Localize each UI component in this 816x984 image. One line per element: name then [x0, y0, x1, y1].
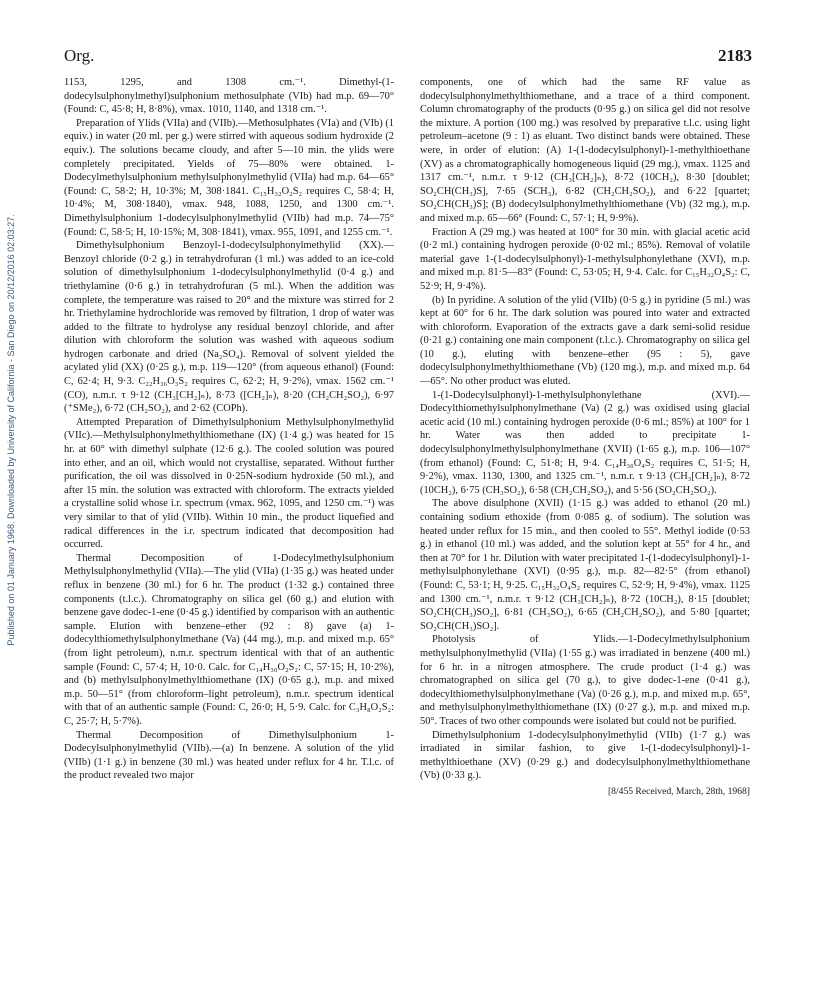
paragraph: components, one of which had the same RF value as dodecylsulphonylmethylthiomethane, and a trace of a third component. Column chromatography of the products (0·95 g.) on silica gel did not resolve the mixture. A portion (100 mg.) was resolved by preparative t.l.c. using light petroleum–acetone (9 : 1) as eluant. Two distinct bands were obtained. These were, in order of elution: (A) 1-(1-dodecylsulphonyl)-1-methylthioethane (XV) as a chromatographically homogeneous liquid (29 mg.), νmax. 1125 and 1317 cm.⁻¹, n.m.r. τ 9·12 (CH₃[CH₂]ₙ), 8·72 (10CH₂), 8·30 [doublet; SO₂CH(CH₃)S], 7·65 (SCH₃), 6·82 (CH₂CH₂SO₂), and 6·22 [quartet; SO₂CH(CH₃)S]; (B) dodecylsulphonylmethylthiomethane (Vb) (32 mg.), m.p. and mixed m.p. 65—66° (Found: C, 57·1; H, 9·9%).: [420, 77, 750, 224]
paragraph: The above disulphone (XVII) (1·15 g.) was added to ethanol (20 ml.) containing sodium ethoxide (from 0·085 g. of sodium). The solution was heated under reflux for 15 min., and then cooled to 55°. Methyl iodide (0·53 g.) in ethanol (10 ml.) was added, and the solution kept at 55° for 4 hr., and then at 70° for 1 hr. Dilution with water precipitated 1-(1-dodecylsulphonyl)-1-methylsulphonylethane (XVI) (0·95 g.), m.p. 82—82·5° (from ethanol) (Found: C, 53·1; H, 9·25. C₁₅H₃₂O₄S₂ requires C, 52·9; H, 9·4%), νmax. 1125 and 1300 cm.⁻¹, n.m.r. τ 9·12 (CH₃[CH₂]ₙ), 8·72 (10CH₂), 8·15 [doublet; SO₂CH(CH₃)SO₂], 6·81 (CH₃SO₂), 6·65 (CH₂CH₂SO₂), and 5·80 [quartet; SO₂CH(CH₃)SO₂].: [420, 498, 750, 632]
paragraph: (b) In pyridine. A solution of the ylid (VIIb) (0·5 g.) in pyridine (5 ml.) was kept at 60° for 6 hr. The dark solution was poured into water and extracted with chloroform. Evaporation of the extracts gave a dark semi-solid residue (0·21 g.) containing one main component (t.l.c.). Chromatography on silica gel (10 g.), eluting with benzene–ether (95 : 5), gave dodecylsulphonylmethylthiomethane (Vb) (120 mg.), m.p. and mixed m.p. 64—65°. No other product was eluted.: [420, 294, 750, 388]
paragraph: Thermal Decomposition of Dimethylsulphonium 1-Dodecylsulphonylmethylid (VIIb).—(a) In benzene. A solution of the ylid (VIIb) (1·1 g.) in benzene (30 ml.) was heated under reflux for 4 hr. T.l.c. of the product revealed two major: [64, 729, 394, 782]
paragraph: Preparation of Ylids (VIIa) and (VIIb).—Methosulphates (VIa) and (VIb) (1 equiv.) in water (20 ml. per g.) were stirred with aqueous sodium hydroxide (2 equiv.). The solutions became cloudy, and after 5—10 min. the ylids were completely precipitated. Yields of 75—80% were obtained. 1-Dodecylmethylsulphonium methylsulphonylmethylid (VIIa) had m.p. 64—65° (Found: C, 58·2; H, 10·3%; M, 308·1841. C₁₅H₃₂O₂S₂ requires C, 58·4; H, 10·4%; M, 308·1840), νmax. 948, 1088, 1250, and 1300 cm.⁻¹. Dimethylsulphonium 1-dodecylsulphonylmethylid (VIIb) had m.p. 74—75° (Found: C, 58·5; H, 10·15%; M, 308·1841), νmax. 955, 1091, and 1255 cm.⁻¹.: [64, 117, 394, 238]
left-column: [64, 76, 394, 783]
paragraph: Attempted Preparation of Dimethylsulphonium Methylsulphonylmethylid (VIIc).—Methylsulphonylmethylthiomethane (IX) (1·4 g.) was heated for 15 hr. at 60° with dimethyl sulphate (12·6 g.). The cooled solution was poured into ether, and an oil, which would not crystallise, separated. Without further purification, the oil was dissolved in 0·25N-sodium hydroxide (50 ml.), and after 15 min. the solution was extracted with chloroform. The extracts yielded a crystalline solid whose i.r. spectrum (νmax. 962, 1095, and 1250 cm.⁻¹) was very similar to that of ylid (VIIb). Within 10 min., the product liquefied and radical differences in the i.r. spectrum indicated that decomposition had occurred.: [64, 416, 394, 551]
download-watermark: [4, 130, 18, 730]
paragraph: Thermal Decomposition of 1-Dodecylmethylsulphonium Methylsulphonylmethylid (VIIa).—The ylid (VIIa) (1·35 g.) was heated under reflux in benzene (30 ml.) for 6 hr. The product (1·32 g.) contained three components (t.l.c.). Chromatography on silica gel (60 g.) and elution with benzene gave dodec-1-ene (0·45 g.) identified by comparison with an authentic sample. Elution with benzene–ether (92 : 8) gave (a) 1-dodecylthiomethylsulphonylmethane (Va) (44 mg.), m.p. and mixed m.p. 65° (from light petroleum), n.m.r. spectrum identical with that of an authentic sample (Found: C, 57·4; H, 10·0. Calc. for C₁₄H₃₀O₂S₂: C, 57·15; H, 10·2%), and (b) methylsulphonylmethylthiomethane (IX) (0·65 g.), m.p. and mixed m.p. 50—51° (from chloroform–light petroleum), n.m.r. spectrum identical with that of an authentic sample (Found: C, 26·0; H, 5·9. Calc. for C₃H₈O₂S₂: C, 25·7; H, 5·7%).: [64, 552, 394, 727]
paragraph: Photolysis of Ylids.—1-Dodecylmethylsulphonium methylsulphonylmethylid (VIIa) (1·55 g.) was irradiated in benzene (400 ml.) for 6 hr. in a nitrogen atmosphere. The crude product (1·4 g.) was chromatographed on silica gel (70 g.), to give dodec-1-ene (0·41 g.), dodecylthiomethylsulphonylmethane (Va) (0·26 g.), m.p. and mixed m.p. 65°, and methylsulphonylmethylthiomethane (IX) (0·27 g.), m.p. and mixed m.p. 50°. Traces of two other compounds were isolated but could not be purified.: [420, 634, 750, 727]
paragraph: 1-(1-Dodecylsulphonyl)-1-methylsulphonylethane (XVI).—Dodecylthiomethylsulphonylmethane (Va) (2 g.) was oxidised using glacial acetic acid (10 ml.) containing hydrogen peroxide (0·6 ml.; 85%) at 100° for 1 hr. Water was then added to precipitate 1-dodecylsulphonylmethylsulphonylmethane (XVII) (1·65 g.), m.p. 106—107° (from ethanol) (Found: C, 51·8; H, 9·4. C₁₄H₃₀O₄S₂ requires C, 51·5; H, 9·2%), νmax. 1130, 1300, and 1325 cm.⁻¹, n.m.r. τ 9·13 (CH₃[CH₂]ₙ), 8·72 (10CH₂), 6·75 (CH₃SO₂), 6·58 (CH₂CH₂SO₂), and 5·56 (SO₂CH₂SO₂).: [420, 389, 750, 496]
page-header: [64, 46, 752, 70]
paragraph: 1153, 1295, and 1308 cm.⁻¹. Dimethyl-(1-dodecylsulphonylmethyl)sulphonium methosulphate (VIb) had m.p. 69—70° (Found: C, 45·8; H, 8·8%), νmax. 1010, 1140, and 1318 cm.⁻¹.: [64, 77, 394, 116]
page-number: 2183: [718, 46, 752, 65]
paragraph: Dimethylsulphonium 1-dodecylsulphonylmethylid (VIIb) (1·7 g.) was irradiated in similar fashion, to give 1-(1-dodecylsulphonyl)-1-methylthioethane (XV) (0·29 g.) and dodecylsulphonylmethylthiomethane (Vb) (0·33 g.).: [420, 729, 750, 782]
paragraph: Dimethylsulphonium Benzoyl-1-dodecylsulphonylmethylid (XX).—Benzoyl chloride (0·2 g.) in tetrahydrofuran (1 ml.) was added to an ice-cold solution of dimethylsulphonium 1-dodecylsulphonylmethylid (0·4 g.) and triethylamine (0·6 g.) in tetrahydrofuran (5 ml.). When the addition was complete, the temperature was raised to 20° and the mixture was stirred for 2 hr. Triethylamine hydrochloride was removed by filtration, 1 drop of water was added to the filtrate to hydrolyse any residual benzoyl chloride, and after dilution with chloroform the solution was washed with aqueous sodium hydrogen carbonate and dried (Na₂SO₄). Removal of solvent yielded the acylated ylid (XX) (0·25 g.), m.p. 119—120° (from aqueous ethanol) (Found: C, 62·4; H, 9·3. C₂₂H₃₆O₃S₂ requires C, 62·2; H, 9·2%), νmax. 1562 cm.⁻¹ (CO), n.m.r. τ 9·12 (CH₃[CH₂]ₙ), 8·73 ([CH₂]ₙ), 8·20 (CH₂CH₂SO₂), 6·97 (⁺SMe₂), 6·72 (CH₂SO₂), and 2·62 (COPh).: [64, 240, 394, 415]
journal-section: Org.: [64, 46, 95, 65]
download-watermark-text: Published on 01 January 1968. Downloaded by University of California - San Diego on 20/12/2016 02:03:27.: [6, 214, 16, 646]
paragraph: Fraction A (29 mg.) was heated at 100° for 30 min. with glacial acetic acid (0·2 ml.) containing hydrogen peroxide (0·02 ml.; 85%). Removal of volatile material gave 1-(1-dodecylsulphonyl)-1-methylsulphonylethane (XVI), m.p. and mixed m.p. 81·5—83° (Found: C, 53·05; H, 9·4. Calc. for C₁₅H₃₂O₄S₂: C, 52·9; H, 9·4%).: [420, 226, 750, 292]
received-date: [8/455 Received, March, 28th, 1968]: [607, 785, 750, 797]
right-column: [420, 76, 750, 798]
